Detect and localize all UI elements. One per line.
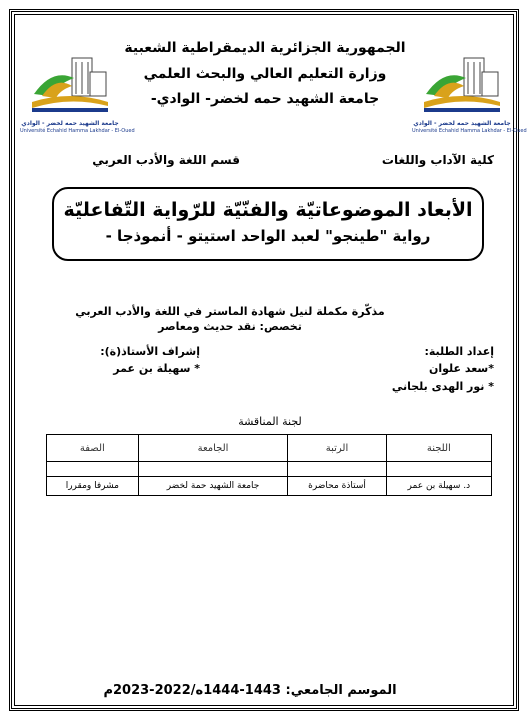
member-role: مشرفا ومقررا bbox=[47, 477, 139, 496]
table-header-row bbox=[47, 435, 492, 462]
empty-cell bbox=[288, 462, 386, 477]
thesis-purpose: مذكّرة مكملة لنيل شهادة الماستر في اللغة والأدب العربي bbox=[75, 305, 385, 318]
committee-table bbox=[46, 434, 492, 496]
committee-title: لجنة المناقشة bbox=[238, 415, 302, 428]
thesis-subtitle: رواية "طينجو" لعبد الواحد استيتو - أنموذجا - bbox=[105, 227, 431, 245]
supervisor-name: * سهيلة بن عمر bbox=[113, 362, 200, 375]
member-name: د. سهيلة بن عمر bbox=[386, 477, 491, 496]
empty-cell bbox=[138, 462, 288, 477]
student-name-1: *سعد علوان bbox=[428, 362, 494, 375]
supervisor-label: إشراف الأستاذ(ة): bbox=[100, 345, 200, 358]
table-row bbox=[47, 477, 492, 496]
header-cell-university: الجامعة bbox=[138, 435, 288, 462]
header-university: جامعة الشهيد حمه لخضر- الوادي- bbox=[150, 91, 380, 107]
thesis-specialty: تخصص: نقد حديث ومعاصر bbox=[158, 320, 302, 333]
header-ministry: وزارة التعليم العالي والبحث العلمي bbox=[143, 66, 387, 82]
university-logo-right-icon bbox=[420, 54, 504, 124]
thesis-title-box bbox=[52, 187, 484, 261]
logo-caption-ar-right: جامعة الشهيد حمه لخضر - الوادي bbox=[413, 120, 511, 127]
empty-cell bbox=[47, 462, 139, 477]
students-label: إعداد الطلبة: bbox=[424, 345, 494, 358]
empty-cell bbox=[386, 462, 491, 477]
logo-caption-fr-left: Université Echahid Hamma Lakhdar - El-Oued bbox=[20, 128, 135, 134]
logo-caption-ar-left: جامعة الشهيد حمه لخضر - الوادي bbox=[21, 120, 119, 127]
faculty-name: كلية الآداب واللغات bbox=[381, 153, 494, 167]
member-rank: أستاذة محاضرة bbox=[288, 477, 386, 496]
header-cell-committee: اللجنة bbox=[386, 435, 491, 462]
table-row-empty bbox=[47, 462, 492, 477]
university-logo-left bbox=[28, 54, 112, 124]
academic-season: الموسم الجامعي: 1443-1444ه/2022-2023م bbox=[103, 683, 397, 698]
header-cell-role: الصفة bbox=[47, 435, 139, 462]
thesis-title: الأبعاد الموضوعاتيّة والفنّيّة للرّواية التّفاعليّة bbox=[63, 199, 473, 221]
logo-caption-fr-right: Université Echahid Hamma Lakhdar - El-Oued bbox=[412, 128, 527, 134]
member-university: جامعة الشهيد حمة لخضر bbox=[138, 477, 288, 496]
header-cell-rank: الرتبة bbox=[288, 435, 386, 462]
header-republic: الجمهورية الجزائرية الديمقراطية الشعبية bbox=[124, 40, 406, 56]
department-name: قسم اللغة والأدب العربي bbox=[92, 153, 240, 167]
student-name-2: * نور الهدى بلجاني bbox=[391, 380, 494, 393]
university-logo-right bbox=[420, 54, 504, 124]
university-logo-left-icon bbox=[28, 54, 112, 124]
